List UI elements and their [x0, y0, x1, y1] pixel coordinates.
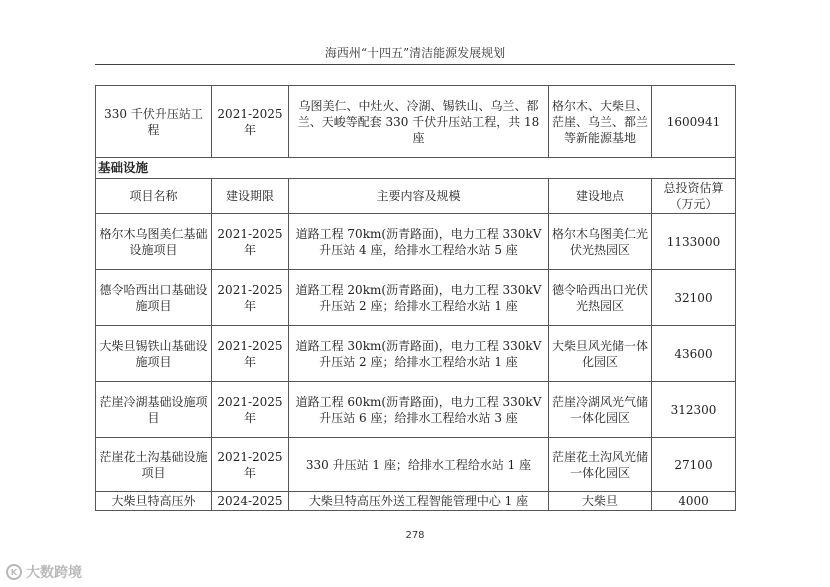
cell-location: 大柴旦 [549, 492, 652, 511]
section-title: 基础设施 [96, 158, 736, 179]
cell-content: 乌图美仁、中灶火、冷湖、锡铁山、乌兰、都兰、天峻等配套 330 千伏升压站工程，共 18 座 [289, 86, 549, 158]
table-row [96, 86, 736, 158]
table-row [96, 270, 736, 326]
running-header: 海西州“十四五”清洁能源发展规划 [324, 46, 506, 60]
cell-period: 2021-2025 年 [212, 86, 289, 158]
cell-name: 茫崖花土沟基础设施项目 [96, 438, 212, 492]
cell-investment: 4000 [652, 492, 736, 511]
cell-investment: 32100 [652, 270, 736, 326]
column-header-location: 建设地点 [549, 179, 652, 214]
cell-period: 2021-2025 年 [212, 326, 289, 382]
cell-period: 2024-2025 [212, 492, 289, 511]
cell-investment: 27100 [652, 438, 736, 492]
table-row [96, 438, 736, 492]
cell-content: 道路工程 70km(沥青路面)，电力工程 330kV 升压站 4 座，给排水工程给水站 5 座 [289, 214, 549, 270]
cell-content: 道路工程 30km(沥青路面)，电力工程 330kV 升压站 2 座；给排水工程给水站 1 座 [289, 326, 549, 382]
cell-content: 大柴旦特高压外送工程智能管理中心 1 座 [289, 492, 549, 511]
cell-name: 330 千伏升压站工程 [96, 86, 212, 158]
cell-name: 格尔木乌图美仁基础设施项目 [96, 214, 212, 270]
table-row [96, 382, 736, 438]
cell-period: 2021-2025 年 [212, 382, 289, 438]
cell-location: 茫崖花土沟风光储一体化园区 [549, 438, 652, 492]
cell-period: 2021-2025 年 [212, 438, 289, 492]
column-header-row [96, 179, 736, 214]
cell-content: 道路工程 20km(沥青路面)，电力工程 330kV 升压站 2 座；给排水工程给水站 1 座 [289, 270, 549, 326]
cell-investment: 43600 [652, 326, 736, 382]
cell-name: 大柴旦特高压外 [96, 492, 212, 511]
cell-name: 德令哈西出口基础设施项目 [96, 270, 212, 326]
table-row [96, 326, 736, 382]
table-row [96, 214, 736, 270]
cell-content: 330 升压站 1 座；给排水工程给水站 1 座 [289, 438, 549, 492]
cell-investment: 1600941 [652, 86, 736, 158]
watermark-text: 大数跨境 [26, 565, 82, 581]
column-header-investment: 总投资估算（万元） [652, 179, 736, 214]
header-rule [95, 64, 735, 65]
cell-location: 大柴旦风光储一体化园区 [549, 326, 652, 382]
project-table [95, 85, 736, 511]
section-row [96, 158, 736, 179]
column-header-period: 建设期限 [212, 179, 289, 214]
cell-content: 道路工程 60km(沥青路面)，电力工程 330kV 升压站 6 座；给排水工程给水站 3 座 [289, 382, 549, 438]
watermark [6, 562, 82, 582]
cell-location: 茫崖冷湖风光气储一体化园区 [549, 382, 652, 438]
cell-location: 格尔木、大柴旦、茫崖、乌兰、都兰等新能源基地 [549, 86, 652, 158]
cell-period: 2021-2025 年 [212, 214, 289, 270]
watermark-logo-icon: K [6, 564, 22, 580]
cell-investment: 1133000 [652, 214, 736, 270]
cell-name: 茫崖冷湖基础设施项目 [96, 382, 212, 438]
page-number: 278 [405, 530, 425, 541]
cell-location: 格尔木乌图美仁光伏光热园区 [549, 214, 652, 270]
column-header-content: 主要内容及规模 [289, 179, 549, 214]
cell-name: 大柴旦锡铁山基础设施项目 [96, 326, 212, 382]
cell-location: 德令哈西出口光伏光热园区 [549, 270, 652, 326]
table-row [96, 492, 736, 511]
cell-period: 2021-2025 年 [212, 270, 289, 326]
cell-investment: 312300 [652, 382, 736, 438]
column-header-name: 项目名称 [96, 179, 212, 214]
